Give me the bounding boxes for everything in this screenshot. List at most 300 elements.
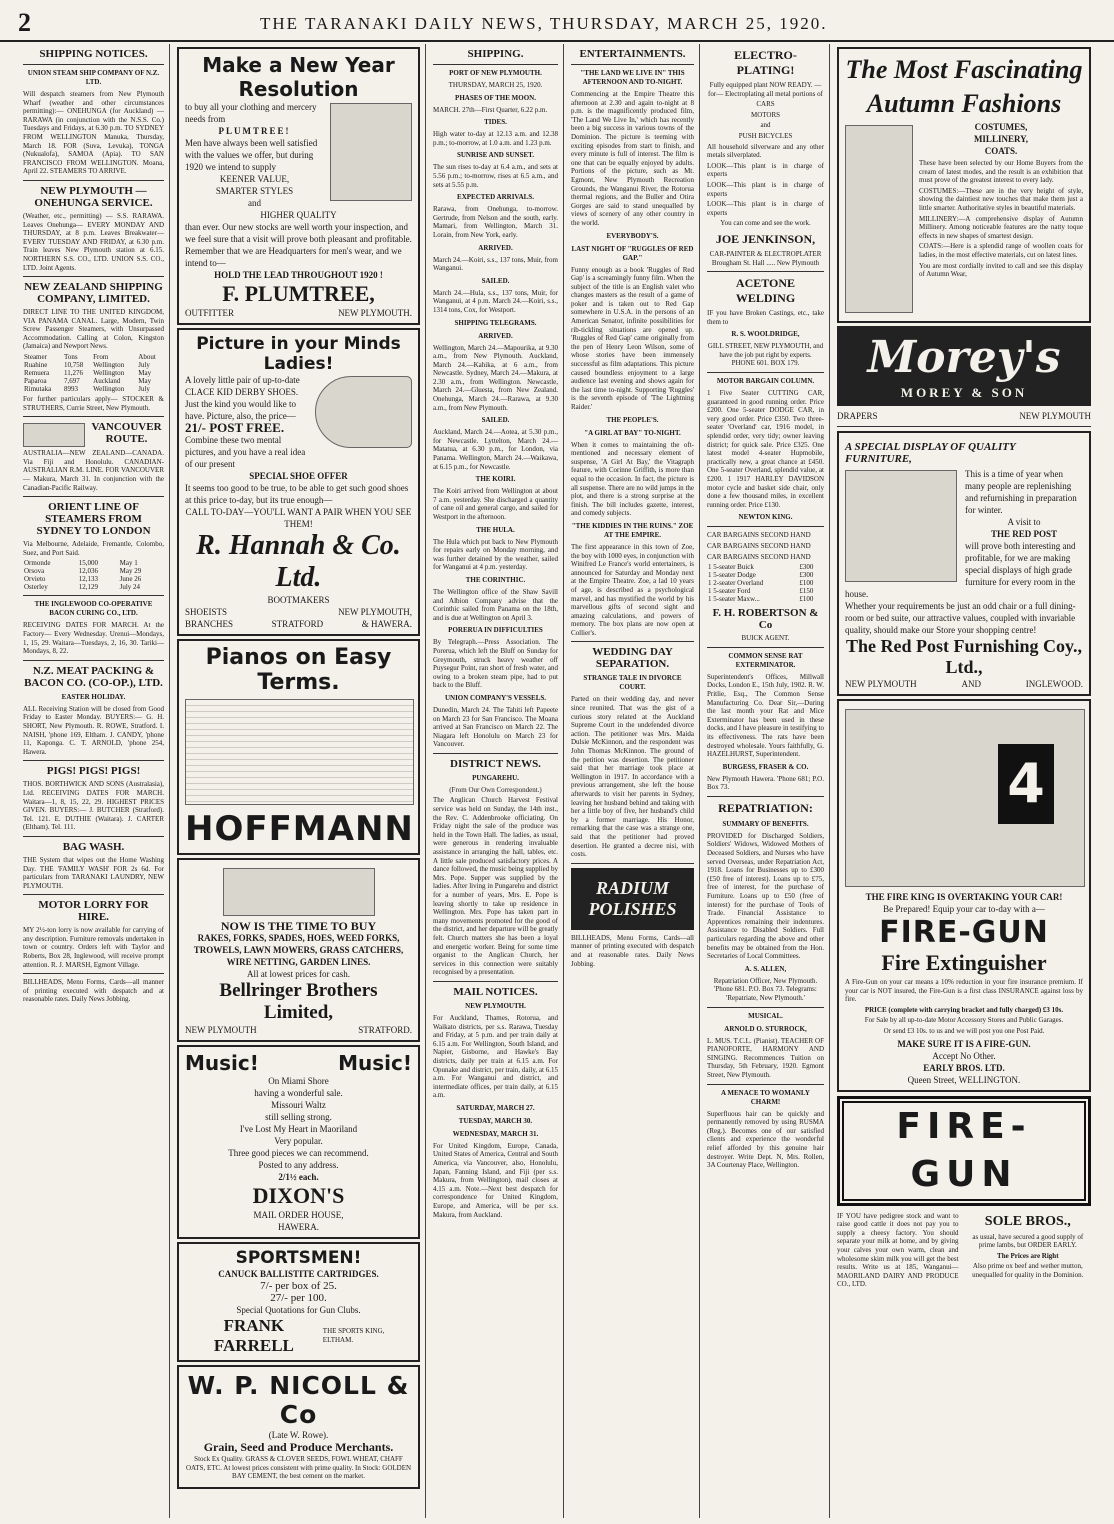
ad-body: You can come and see the work. <box>720 219 811 228</box>
ad-advertiser: Bellringer Brothers Limited, <box>219 980 378 1023</box>
moreys-logo: Morey's <box>837 326 1091 383</box>
divider <box>707 372 824 373</box>
ad-body: than ever. Our new stocks are well worth your inspection, and we feel sure that a visit will prove both pleasant and profitable. <box>185 222 412 244</box>
subheading: "A GIRL AT BAY" TO-NIGHT. <box>584 428 681 437</box>
subheading: THE PEOPLE'S. <box>606 415 659 424</box>
ad-subheading: HAWERA. <box>277 1222 320 1232</box>
ad-heading: THE INGLEWOOD CO-OPERATIVE BACON CURING CO., LTD. <box>34 600 153 618</box>
ad-headline: SPORTSMEN! <box>235 1248 362 1268</box>
table-row <box>23 575 164 583</box>
table-cell: 12,129 <box>78 583 98 592</box>
ad-heading: PIGS! PIGS! PIGS! <box>46 765 141 778</box>
ad-item: LOOK—This plant is in charge of experts <box>707 180 824 198</box>
table-cell: Rimutaka <box>24 385 52 394</box>
ad-headline: A SPECIAL DISPLAY OF QUALITY FURNITURE, <box>845 441 1016 465</box>
table-cell: May 29 <box>119 567 142 576</box>
shoe-illustration <box>315 376 412 448</box>
ad-body: CAR-PAINTER & ELECTROPLATER Brougham St. Hall ..... New Plymouth <box>709 249 822 267</box>
footer-middle: AND <box>961 679 981 689</box>
fire-gun-banner <box>837 1096 1091 1206</box>
subheading: SUNRISE AND SUNSET. <box>456 151 535 160</box>
music-item: Very popular. <box>274 1136 323 1146</box>
footer-right: INGLEWOOD. <box>1025 679 1083 689</box>
ad-headline: Picture in your Minds Ladies! <box>196 334 401 374</box>
ad-subheading: (Late W. Rowe). <box>268 1430 329 1440</box>
divider <box>433 753 558 754</box>
table-cell: Ruahine <box>24 361 48 370</box>
ad-body: THOS. BORTHWICK AND SONS (Australasia), Ltd. RECEIVING DATES FOR MARCH. Waitara—1, 8, 15, 22, 29. HIGHEST PRICES GIVEN. BUYERS:— J. BUTCHER (Stratford). Tel. 121. E. DUTHIE (Waitara). J. CARTER (Eltham). Tel. 111. <box>23 780 164 832</box>
music-item: having a wonderful sale. <box>254 1088 343 1098</box>
red-post-furniture-ad <box>837 431 1091 696</box>
ad-body: Fully equipped plant NOW READY. —for— Electroplating all metal portions of <box>708 81 823 98</box>
article-body: MARCH. 27th—First Quarter, 6.22 p.m. <box>433 105 548 114</box>
table-row <box>707 579 824 587</box>
ad-body: Combine these two mental pictures, and you have a real idea of our present <box>185 435 306 469</box>
ad-advertiser: FRANK FARRELL <box>213 1316 294 1355</box>
divider <box>23 660 164 661</box>
page-number: 2 <box>18 8 31 37</box>
divider <box>23 760 164 761</box>
subheading: LAST NIGHT OF "RUGGLES OF RED GAP." <box>571 244 694 262</box>
ad-advertiser: JOE JENKINSON, <box>715 231 816 246</box>
subheading: THE KOIRI. <box>475 475 516 484</box>
table-cell: 1 5-seater Ford <box>708 587 751 596</box>
table-row <box>23 369 164 377</box>
ad-headline: Music! <box>185 1051 259 1075</box>
divider <box>707 647 824 648</box>
table-cell: Remuera <box>24 369 50 378</box>
ad-heading: MOTOR LORRY FOR HIRE. <box>38 899 149 924</box>
table-header: Steamer <box>24 353 47 362</box>
divider <box>23 276 164 277</box>
ad-item: COSTUMES, <box>974 122 1028 132</box>
ad-advertiser: EARLY BROS. LTD. <box>923 1062 1005 1073</box>
table-cell: 7,697 <box>64 377 80 386</box>
ad-advertiser: F. H. ROBERTSON & Co <box>712 607 819 632</box>
ad-headline: COMMON SENSE RAT EXTERMINATOR. <box>728 651 803 669</box>
product-name: FIRE-GUN <box>879 915 1049 950</box>
ad-headline: A MENACE TO WOMANLY CHARM! <box>720 1088 810 1106</box>
footer-left: OUTFITTER <box>185 308 234 318</box>
ad-body: Be Prepared! Equip your car to-day with a— <box>883 904 1045 914</box>
ad-body: A Fire-Gun on your car means a 10% reduction in your fire insurance premium. If your car is NOT insured, the Fire-Gun is a first class INSURANCE against loss by fire. <box>845 978 1083 1004</box>
table-cell: Wellington <box>93 369 125 378</box>
subheading: PUNGAREHU. <box>472 773 519 782</box>
table-row <box>707 571 824 579</box>
table-cell: 1 5-seater Maxw... <box>708 595 760 604</box>
subheading: TIDES. <box>484 118 507 127</box>
table-header: About <box>138 353 156 362</box>
ad-body: These have been selected by our Home Buyers from the cream of latest modes, and the result is an exhibition that must prove of the greatest interest to every lady. <box>919 159 1083 185</box>
fire-gun-logo: FIRE-GUN <box>842 1101 1086 1201</box>
table-cell: July 24 <box>119 583 141 592</box>
subheading: WEDNESDAY, MARCH 31. <box>452 1129 539 1138</box>
ad-item: COATS. <box>984 146 1018 156</box>
ad-heading: N.Z. MEAT PACKING & BACON CO. (CO-OP.), LTD. <box>24 664 163 689</box>
masthead <box>0 0 1114 42</box>
ad-values: KEENER VALUE, <box>219 174 290 184</box>
ad-body: to buy all your clothing and mercery needs from <box>185 102 317 124</box>
article-body: The sun rises to-day at 6.4 a.m., and sets at 5.56 p.m.; to-morrow, rises at 6.5 a.m., and sets at 5.55 p.m. <box>433 163 558 189</box>
divider <box>23 595 164 596</box>
date-line: THURSDAY, MARCH 25, 1920. <box>448 81 543 89</box>
footer-left: DRAPERS <box>837 411 878 421</box>
ad-heading: VANCOUVER ROUTE. <box>91 421 162 446</box>
footer-left: NEW PLYMOUTH <box>185 1025 257 1035</box>
ad-heading: ORIENT LINE OF STEAMERS FROM SYDNEY TO LONDON <box>36 501 151 538</box>
table-cell: July <box>138 361 150 370</box>
footer-left: BRANCHES <box>185 619 234 629</box>
footer-right: NEW PLYMOUTH <box>1019 411 1091 421</box>
music-price: 2/1½ each. <box>278 1172 319 1182</box>
newspaper-title: THE TARANAKI DAILY NEWS, THURSDAY, MARCH 25, 1920. <box>260 14 828 33</box>
table-row <box>23 377 164 385</box>
article-body: The Anglican Church Harvest Festival service was held on Sunday, the 14th inst., the Rev. C. Addenbrooke officiating. On Friday night the sale of the produce was held in the Town Hall. The ladies, as usual, were generous in rendering invaluable assistance in arranging the hall, tables, etc. A little sale produced satisfactory prices. A dance followed, the music being supplied by Mrs. Pope. Supper was supplied by the ladies. After living in Pungarehu and district for a number of years, Mrs. E. Pope is leaving shortly to take up residence in Wellington. Mrs. Pope has taken part in many movements promoted for the good of the district, and her departure will be greatly felt. Church matters she has been a loyal and energetic worker. Being for some time organist to the Anglican Church, her services in this connection were suitably recognised by a presentation. <box>433 796 558 977</box>
table-row <box>23 361 164 369</box>
ad-callout: CALL TO-DAY—YOU'LL WANT A PAIR WHEN YOU SEE THEM! <box>185 507 412 529</box>
subheading: SAILED. <box>481 276 510 285</box>
ad-advertiser: DIXON'S <box>252 1183 345 1208</box>
table-row <box>23 583 164 591</box>
music-item: Missouri Waltz <box>271 1100 326 1110</box>
ad-body: Remember that we are Headquarters for men's wear, and we intend to— <box>185 246 402 268</box>
subheading: PORT OF NEW PLYMOUTH. <box>449 69 542 77</box>
ad-body: RECEIVING DATES FOR MARCH. At the Factory— Every Wednesday. Urenui—Mondays, 1, 15, 29. Waitara—Tuesdays, 2, 16, 30. Tariki—Mondays, 8, 22. <box>23 621 164 656</box>
table-row <box>23 385 164 393</box>
ad-body: L. MUS. T.C.L. (Pianist). TEACHER OF PIANOFORTE, HARMONY AND SINGING. Recommences Tuition on Thursday, 5th February, 1920. Egmont Street, New Plymouth. <box>707 1036 824 1079</box>
music-item: On Miami Shore <box>268 1076 329 1086</box>
article-body: Auckland, March 24.—Aotea, at 5.30 p.m., for Newcastle. Lyttelton, March 24.—Matatua, at 6.30 p.m., for London, via Panama. Wellington, March 24.—Waikawa, at 6.15 p.m., for Newcastle. <box>433 428 558 471</box>
table-cell: Ormonde <box>24 559 51 568</box>
ad-advertiser: HOFFMANN <box>185 809 414 849</box>
divider <box>837 426 1091 427</box>
article-body: For United Kingdom, Europe, Canada, United States of America, Central and South America, via Vancouver, also, Honolulu, Japan, Fanning Island, and Fiji (per s.s. Makura, from Wellington), mail closes at 4.15 a.m. Note.—Next best despatch for correspondence for United Kingdom, Europe, and America, will be per s.s. Makura, from Auckland. <box>433 1141 558 1219</box>
ad-body: COSTUMES:—These are in the very height of style, showing the daintiest new touches that make them just a little smarter. Authoritative styles in beautiful materials. <box>919 186 1083 212</box>
ad-body: For Sale by all up-to-date Motor Accessory Stores and Public Garages. <box>864 1016 1064 1025</box>
divider <box>23 836 164 837</box>
ad-body: All at lowest prices for cash. <box>247 969 350 979</box>
ad-headline: ACETONE WELDING <box>735 276 796 306</box>
ad-advertiser: ARNOLD O. STURROCK, <box>724 1024 807 1033</box>
table-cell: Auckland <box>93 377 121 386</box>
bellringer-ad <box>177 858 420 1042</box>
divider <box>571 641 694 642</box>
ad-price: PRICE (complete with carrying bracket and fully charged) £3 10s. <box>864 1005 1064 1014</box>
ad-subheading: EASTER HOLIDAY. <box>61 692 126 701</box>
ad-body: Also prime ox beef and wether mutton, unequalled for quality in the Dominion. <box>972 1262 1084 1279</box>
divider <box>707 1084 824 1085</box>
ad-item: CAR BARGAINS SECOND HAND <box>707 531 811 540</box>
ad-advertiser: SOLE BROS., <box>984 1213 1071 1229</box>
subheading: TUESDAY, MARCH 30. <box>458 1116 533 1125</box>
garden-tools-illustration <box>223 868 375 916</box>
table-cell: 1 5-seater Dodge <box>708 571 756 580</box>
table-cell: Wellington <box>93 361 125 370</box>
ad-item: CARS <box>756 100 775 109</box>
subheading: THE HULA. <box>476 525 515 534</box>
footer-right: NEW PLYMOUTH. <box>338 308 412 318</box>
hannah-logo: R. Hannah & Co. Ltd. <box>196 530 401 593</box>
ad-item: LOOK—This plant is in charge of experts <box>707 200 824 217</box>
subheading: STRANGE TALE IN DIVORCE COURT. <box>583 674 682 692</box>
table-cell: 12,133 <box>78 575 98 584</box>
section-heading: SHIPPING NOTICES. <box>39 48 148 60</box>
subheading: SAILED. <box>481 416 510 425</box>
divider <box>23 180 164 181</box>
ad-body: THE System that wipes out the Home Washing Day. THE 'FAMILY WASH' FOR 2s 6d. For particulars from TARANAKI LAUNDRY, NEW PLYMOUTH. <box>23 855 164 890</box>
divider <box>571 863 694 864</box>
subheading: ARRIVED. <box>478 331 513 340</box>
ad-footer <box>837 410 1091 422</box>
car-price-table <box>707 563 824 603</box>
table-row <box>23 559 164 567</box>
divider <box>707 526 824 527</box>
section-heading: SHIPPING. <box>467 48 524 60</box>
table-cell: May 1 <box>119 559 138 568</box>
column-trade-ads <box>702 44 830 1518</box>
table-cell: 11,276 <box>64 369 84 378</box>
article-body: March 24.—Koiri, s.s., 137 tons, Muir, from Wanganui. <box>433 255 558 273</box>
ad-item: MILLINERY, <box>973 134 1029 144</box>
subheading: "THE LAND WE LIVE IN" THIS AFTERNOON AND TO-NIGHT. <box>580 69 685 86</box>
ad-body: All household silverware and any other metals silverplated. <box>707 142 824 160</box>
ad-body: It seems too good to be true, to be able to get such good shoes at this price to-day, but its true enough— <box>185 483 409 505</box>
article-body: The Koiri arrived from Wellington at about 7 a.m. yesterday. She discharged a quantity of cane oil and general cargo, and sailed for Westport in the afternoon. <box>433 487 558 521</box>
ad-price: 7/- per box of 25. <box>260 1280 337 1292</box>
ad-body: Via Melbourne, Adelaide, Fremantle, Colombo, Suez, and Port Said. <box>23 540 164 557</box>
ad-subheading: BOOTMAKERS <box>267 595 330 605</box>
ad-headline: NOW IS THE TIME TO BUY <box>220 919 377 933</box>
ad-advertiser: R. S. WOOLDRIDGE, <box>731 330 800 339</box>
subheading: THE CORINTHIC. <box>465 575 526 584</box>
article-body: Funny enough as a book 'Ruggles of Red Gap' is a screamingly funny film. When the subject of the title is an English valet who changes masters as the result of a game of poker and is taken out to Red Gap somewhere in U.S.A. in the persons of an American Senator, infinite possibilities for rib-tickling situations are opened up. 'Ruggles of Red Gap' came originally from the pen of Henry Leon Wilson, some of whose stories have been immensely successful as film adaptations. This picture caused boundless enjoyment to a large audience last evening and shows again for the last time to-night. Supporting 'Ruggles' is the seventh episode of 'The Lightning Raider.' <box>571 265 694 411</box>
ad-body: BILLHEADS, Menu Forms, Cards—all manner of printing executed with despatch and at reasonable rates. Daily News Jobbing. <box>571 933 694 968</box>
ad-footer <box>185 1316 412 1356</box>
table-cell: 10,758 <box>64 361 84 370</box>
divider <box>707 1007 824 1008</box>
ad-headline: REPATRIATION: <box>718 800 813 815</box>
ad-headline: ELECTRO-PLATING! <box>734 48 797 77</box>
moreys-subtitle: MOREY & SON <box>837 383 1091 406</box>
farrell-sports-ad <box>177 1242 420 1362</box>
article-body: The Hula which put back to New Plymouth for repairs early on Monday morning, and was further detained by the weather, sailed for Wanganui at 4 p.m. yesterday. <box>433 537 558 572</box>
table-cell: £150 <box>799 587 814 596</box>
ad-body: Stock Ex Quality. GRASS & CLOVER SEEDS, FOWL WHEAT, CHAFF OATS, ETC. At lowest prices consistent with prime quality. In Stock: GOLDEN BAY CEMENT, the best cement on the market. <box>185 1455 412 1481</box>
ad-item: PUSH BICYCLES <box>738 131 793 140</box>
man-with-hat-illustration <box>330 103 412 201</box>
divider <box>23 416 164 417</box>
ad-body: This is a time of year when many people are replenishing and refurnishing in preparation for winter. <box>965 469 1077 515</box>
table-row <box>707 587 824 595</box>
sole-bros-ad <box>965 1210 1091 1291</box>
ad-body: Special Quotations for Gun Clubs. <box>236 1305 361 1315</box>
ad-advertiser: NEWTON KING. <box>738 513 793 522</box>
divider <box>433 64 558 65</box>
ad-subheading: BUICK AGENT. <box>741 634 790 643</box>
ad-headline: Grain, Seed and Produce Merchants. <box>203 1440 394 1454</box>
ad-values: SMARTER STYLES <box>215 186 294 196</box>
table-cell: Orvieto <box>24 575 46 584</box>
divider <box>707 796 824 797</box>
table-row <box>707 563 824 571</box>
ad-footer <box>185 307 412 319</box>
hannah-shoe-ad <box>177 328 420 636</box>
ad-body: GILL STREET, NEW PLYMOUTH, and have the job put right by experts. PHONE 601. BOX 179. <box>707 342 824 368</box>
ad-body: COATS:—Here is a splendid range of woollen coats for ladies, in the most effective materials, cut on latest lines. <box>919 242 1083 259</box>
ad-body: RAKES, FORKS, SPADES, HOES, WEED FORKS, TROWELS, LAWN MOWERS, GRASS CATCHERS, WIRE NETTING, GARDEN LINES. <box>193 933 404 967</box>
table-cell: Wellington <box>93 385 125 394</box>
ad-heading: UNION STEAM SHIP COMPANY OF N.Z. LTD. <box>27 69 160 86</box>
subheading: ARRIVED. <box>478 243 513 252</box>
table-cell: May <box>138 377 152 386</box>
ad-body: AUSTRALIA—NEW ZEALAND—CANADA. Via Fiji and Honolulu. CANADIAN-AUSTRALIAN R.M. LINE. FOR VANCOUVER— Makura, March 31. In conjunction with the Canadian-Pacific Railway. <box>23 449 164 492</box>
ad-body: Will despatch steamers from New Plymouth Wharf (weather and other circumstances permitting):— ONEHUNGA (for Auckland) — RARAWA (in conjunction with the N.S.S. Co.) Tuesdays and Fridays, at 6.30 p.m. TO SYDNEY FROM WELLINGTON Manuka, Thursday, March 18. FOR (Suva, Levuka), TONGA (Nukualofa), SAMOA (Apia). TO SAN FRANCISCO FROM WELLINGTON. Moana, April 22. STEAMERS TO ARRIVE. <box>23 90 164 176</box>
ad-headline-row <box>185 1051 412 1075</box>
table-cell: 15,000 <box>78 559 98 568</box>
footer-right: NEW PLYMOUTH, <box>338 607 412 617</box>
divider <box>23 894 164 895</box>
table-cell: £300 <box>799 571 814 580</box>
article-body: Dunedin, March 24. The Tahiti left Papeete on March 23 for San Francisco. The Moana arrived at San Francisco on March 22. The Niagara left Honolulu on March 23 for Vancouver. <box>433 705 558 749</box>
divider <box>571 64 694 65</box>
table-cell: £100 <box>799 595 814 604</box>
ad-advertiser: F. PLUMTREE, <box>222 281 375 306</box>
subheading: NEW PLYMOUTH. <box>465 1001 526 1010</box>
ship-illustration <box>23 423 85 447</box>
ad-body: ALL Receiving Station will be closed from Good Friday to Easter Monday. BUYERS:— G. H. SHORT, New Plymouth. R. ROWE, Stratford. I. NAISH, 'phone 169, Eltham. J. CANDY, 'phone 11, Kaponga. C. T. ARNOLD, 'phone 254, Hawera. <box>23 704 164 756</box>
article-body: Wellington, March 24.—Mapourika, at 9.30 a.m., from New Plymouth. Auckland, March 24.—Kahika, at 6 a.m., from Newcastle. Sydney, March 24.—Makura, at 2.30 a.m., from Wellington. Newcastle, March 24.—Gluesta, from New Zealand. Onehunga, March 24.—Rarawa, at 9.30 a.m., from New Plymouth. <box>433 343 558 412</box>
ad-body: (Weather, etc., permitting) — S.S. RARAWA. Leaves Onehunga— EVERY MONDAY AND THURSDAY, at 8 p.m. Leaves Breakwater— EVERY TUESDAY AND FRIDAY, at 6.30 p.m. Train leaves New Plymouth station at 6.15. NORTHERN S.S. CO., LTD. UNION S.S. CO., LTD. Joint Agents. <box>23 211 164 272</box>
table-row <box>23 567 164 575</box>
column-shipping-notices <box>18 44 170 1518</box>
ad-subheading: SPECIAL SHOE OFFER <box>249 471 348 481</box>
article-body: For Auckland, Thames, Rotorua, and Waikato districts, per s.s. Rarawa, Tuesday and Friday, at 5 p.m. and per train daily at 6.15 a.m. For Wellington, South Island, and Napier, Gisborne, and Hawke's Bay districts, daily per train at 6.15 a.m. For Opunake and district, per train, daily, at 6.15 a.m. For Wanganui and district, and intermediate offices, per train daily, at 6.15 a.m. <box>433 1013 558 1100</box>
ad-footer <box>185 1024 412 1036</box>
ad-body: Men have always been well satisfied with the values we offer, but during 1920 we intend to supply <box>185 138 318 172</box>
ad-advertiser: BURGESS, FRASER & CO. <box>722 762 809 771</box>
ad-subheading: MUSICAL. <box>748 1011 783 1020</box>
ad-heading: NEW ZEALAND SHIPPING COMPANY, LIMITED. <box>24 281 163 306</box>
ad-body: as usual, have secured a good supply of prime lambs, but ORDER EARLY. <box>972 1232 1084 1250</box>
article-body: Commencing at the Empire Theatre this afternoon at 2.30 and again to-night at 8 p.m. is the magnificently produced film, 'The Land We Live In,' which has recently been a big success in various towns of the Dominion. The picture is teeming with exciting episodes from start to finish, and every minute is full of interest. The film is one that can be equally enjoyed by adults. Portions of the picture, such as Mt. Egmont, New Plymouth Recreation Grounds, the Wanganui River, the Rotorua thermal regions, and the Buller and Otira Gorges are said to stand unequalled by views of scenery of any other country in the world. <box>571 90 694 227</box>
divider <box>433 981 558 982</box>
column-entertainments <box>566 44 700 1518</box>
sailing-table <box>23 353 164 393</box>
article-body: Rarawa, from Onehunga, to-morrow. Gertrude, from Nelson and the south, early. Mamari, from Wellington, March 31. Lorain, from New York, early. <box>433 205 558 239</box>
ad-subheading: CANUCK BALLISTITE CARTRIDGES. <box>218 1269 379 1279</box>
ad-body: BILLHEADS, Menu Forms, Cards—all manner of printing executed with despatch and at reasonable rates. Daily News Jobbing. <box>23 978 164 1004</box>
footer-middle: STRATFORD <box>271 619 324 629</box>
footer-left: NEW PLYMOUTH <box>845 679 917 689</box>
section-heading: DISTRICT NEWS. <box>450 757 541 770</box>
shop-name: PLUMTREE! <box>218 126 291 136</box>
sailing-table <box>23 559 164 591</box>
ad-body: Or send £3 10s. to us and we will post you one Post Paid. <box>883 1026 1045 1035</box>
ad-address: Queen Street, WELLINGTON. <box>907 1074 1021 1085</box>
table-cell: 8993 <box>64 385 79 394</box>
ad-body: Superfluous hair can be quickly and permanently removed by using RUSMA (Reg.). Becomes one of our satisfied clients and experience the wonderful relief afforded by this genuine hair destroyer. Write Dept. N, Mrs. Rollen, 3A Courtenay Place, Wellington. <box>707 1109 824 1170</box>
ad-headline: Music! <box>338 1051 412 1075</box>
ad-footer <box>845 678 1083 690</box>
table-cell: Osterley <box>24 583 48 592</box>
table-cell: May <box>138 369 152 378</box>
section-heading: WEDDING DAY SEPARATION. <box>592 646 673 671</box>
ad-body: A visit to <box>1007 517 1041 527</box>
ad-body: PROVIDED for Discharged Soldiers, Soldiers' Widows, Widowed Mothers of Deceased Soldiers, and Nurses who have served Overseas, under Repatriation Act, 1918. Loans for Businesses up to £300 (£50 free of interest). Loans up to £75, free of interest, for the purchase of Furniture. Loans up to £50 (free of interest) for the purchase of Tools of Trade. Financial Assistance to Apprentices remaining their indentures. Assistance to Disabled Soldiers. Full particulars regarding the above and other benefits may be obtained from the Hon. Secretaries of Local Committees. <box>707 831 824 961</box>
divider <box>23 496 164 497</box>
ad-body: will prove both interesting and profitable, for we are making special displays of high grade furniture for every room in the house. <box>845 541 1076 599</box>
ad-body: Superintendent's Offices, Millwall Docks, London E., 15th July, 1902. R. W. Pritlie, Esq., The Common Sense Manufacturing Co. Dear Sir,—During the last month your Rat and Mice Exterminator has been used in these docks, and I have pleasure in testifying to its effectiveness. The rats have been destroyed wholesale. Yours faithfully, G. HAZELHURST, Superintendent. <box>707 672 824 759</box>
ad-body: MY 2½-ton lorry is now available for carrying of any description. Furniture removals undertaken in town or country. Orders left with Taylor and Roberts, Box 28, Inglewood, will receive prompt attention. R. J. MARSH, Egmont Village. <box>23 926 164 969</box>
subheading: PORERUA IN DIFFICULTIES <box>448 626 543 635</box>
footer-right: & HAWERA. <box>361 619 412 629</box>
ad-footer <box>185 606 412 618</box>
ad-body: DIRECT LINE TO THE UNITED KINGDOM, VIA PANAMA CANAL. Large, Modern, Twin Screw Passenger Steamers, with Unsurpassed Accommodation. Calling at Colon, Kingston (Jamaica) and Newport News. <box>23 308 164 351</box>
subheading: EVERYBODY'S. <box>606 231 659 240</box>
ad-advertiser: A. S. ALLEN, <box>744 964 787 973</box>
table-row <box>707 595 824 603</box>
table-cell: 1 5-seater Buick <box>708 563 754 572</box>
subheading: EXPECTED ARRIVALS. <box>457 193 534 202</box>
table-cell: 12,036 <box>78 567 98 576</box>
music-item: still selling strong. <box>265 1112 332 1122</box>
article-body: March 24.—Hula, s.s., 137 tons, Muir, for Wanganui, at 4 p.m. March 24.—Koiri, s.s., 1314 tons, Cox, for Westport. <box>433 288 558 314</box>
article-body: When it comes to maintaining the oft-mentioned and necessary element of suspense, 'A Girl At Bay,' the Vitagraph feature, with Corinne Griffith, is more than equal to the occasion. In fact, the picture is all suspense. There are no wild jumps in the plot, and there is a strong surprise at the finish. The bill includes gazette, interest, and comedy subjects. <box>571 440 694 518</box>
ad-heading: NEW PLYMOUTH — ONEHUNGA SERVICE. <box>34 184 153 209</box>
ad-headline: Make a New Year Resolution <box>202 53 395 101</box>
shoe-price: 21/- POST FREE. <box>185 420 285 435</box>
ad-headline: Pianos on Easy Terms. <box>205 645 392 695</box>
subheading: UNION COMPANY'S VESSELS. <box>444 693 547 702</box>
ad-item: CAR BARGAINS SECOND HAND <box>707 541 811 550</box>
shop-name: THE RED POST <box>990 529 1057 539</box>
table-cell: Orsova <box>24 567 45 576</box>
table-cell: July <box>138 385 150 394</box>
table-cell: June 26 <box>119 575 142 584</box>
column-display-ads <box>832 44 1096 1518</box>
fire-king-car-illustration <box>845 709 1085 887</box>
ad-body: New Plymouth Hawera. 'Phone 681; P.O. Box 73. <box>707 774 824 792</box>
ad-price: 27/- per 100. <box>270 1292 327 1304</box>
nicoll-ad <box>177 1365 420 1489</box>
article-body: The Wellington office of the Shaw Savill and Albion Company advise that the Corinthic sailed from Panama on the 18th, and is due at Wellington on April 3. <box>433 587 558 622</box>
ad-values: and <box>248 198 261 208</box>
table-cell: Paparoa <box>24 377 47 386</box>
hoffmann-piano-ad <box>177 639 420 855</box>
dixons-music-ad <box>177 1045 420 1239</box>
ad-body: Repatriation Officer, New Plymouth. 'Phone 681. P.O. Box 73. Telegrams: 'Repatriate, New Plymouth.' <box>713 976 818 1002</box>
divider <box>23 64 164 65</box>
ad-item: LOOK—This plant is in charge of experts <box>707 161 824 179</box>
table-header: From <box>93 353 109 362</box>
subheading: "THE KIDDIES IN THE RUINS." ZOE AT THE EMPIRE. <box>571 521 694 539</box>
fashion-lady-illustration <box>845 125 913 313</box>
column-shipping-news <box>428 44 564 1518</box>
fire-gun-ad <box>837 699 1091 1092</box>
ad-headline: The Most Fascinating Autumn Fashions <box>845 55 1083 118</box>
music-item: Posted to any address. <box>258 1160 339 1170</box>
maoriland-dairy-ad: IF YOU have pedigree stock and want to raise good cattle it does not pay you to supply a cheesy factory. You should separate your milk at home, and by giving your calves your own warm, clean and wholesome skim milk you will get the best results. Write us at 185, Wanganui—MAORILAND DAIRY AND PRODUCE CO., LTD. <box>837 1211 959 1289</box>
subheading: SATURDAY, MARCH 27. <box>456 1103 535 1112</box>
section-heading: ENTERTAINMENTS. <box>579 48 686 60</box>
table-header: Tons <box>64 353 78 362</box>
ad-callout: The Prices are Right <box>997 1251 1059 1260</box>
ad-body: IF you have Broken Castings, etc., take them to <box>707 309 824 326</box>
ad-headline: THE FIRE KING IS OVERTAKING YOUR CAR! <box>865 892 1063 902</box>
divider <box>707 271 824 272</box>
subheading: SHIPPING TELEGRAMS. <box>454 318 537 327</box>
subheading: PHASES OF THE MOON. <box>455 93 536 102</box>
